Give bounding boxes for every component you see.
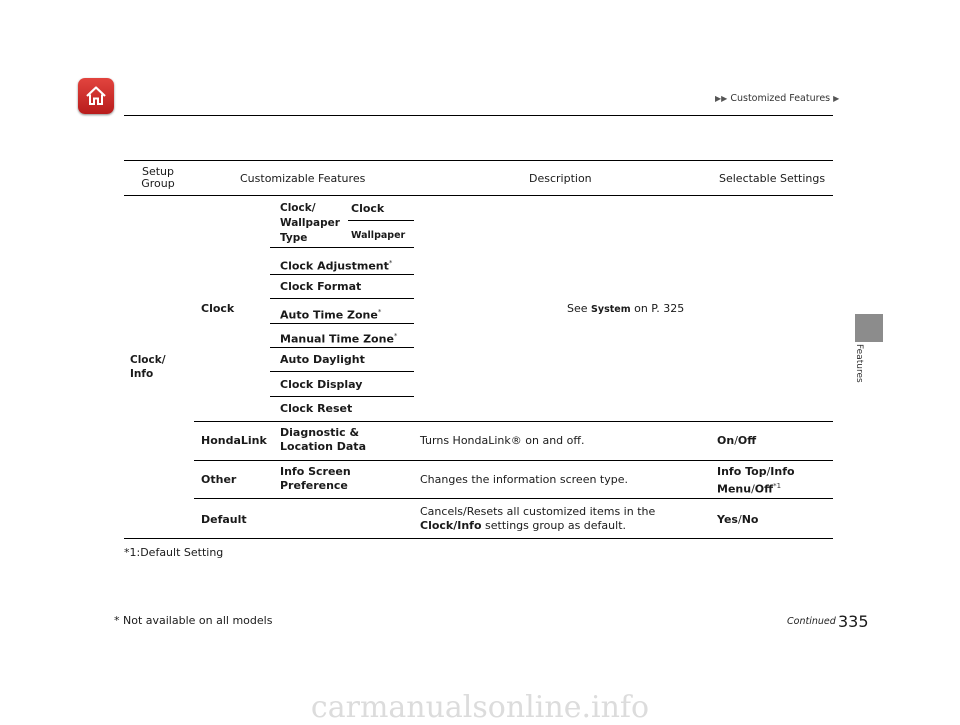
- setting-option: Off: [737, 434, 757, 447]
- feature-clock-wallpaper-type: Clock/ Wallpaper Type: [280, 202, 340, 244]
- row-divider: [270, 323, 414, 324]
- availability-mark: *: [377, 308, 382, 316]
- setting-option: Info Menu: [717, 465, 795, 496]
- feature-label: Manual Time Zone: [280, 332, 394, 346]
- row-divider: [270, 396, 414, 397]
- feature-label: Clock Format: [280, 280, 362, 293]
- setting-option: Info Top: [717, 465, 767, 478]
- feature-label: Auto Daylight: [280, 353, 365, 366]
- watermark: carmanualsonline.info: [310, 690, 650, 725]
- settings-default: Yes/No: [717, 513, 759, 526]
- see-page: on P. 325: [634, 302, 685, 315]
- description-bold: Clock/Info: [420, 519, 482, 532]
- breadcrumb-label: Customized Features: [730, 93, 831, 104]
- feature-clock-reset: [280, 402, 352, 416]
- header-description: Description: [529, 172, 592, 185]
- category-other: Other: [201, 473, 237, 486]
- sub-item-clock: Clock: [351, 202, 385, 215]
- setting-option: On: [717, 434, 735, 447]
- row-divider: [270, 247, 414, 248]
- feature-manual-time-zone: [280, 329, 397, 347]
- row-divider: [270, 371, 414, 372]
- row-divider: [270, 274, 414, 275]
- feature-clock-adjustment: [280, 256, 392, 274]
- availability-mark: *: [388, 259, 393, 267]
- feature-label: Clock Display: [280, 378, 363, 391]
- settings-hondalink: On/Off: [717, 434, 757, 447]
- availability-footnote: * Not available on all models: [114, 614, 273, 627]
- settings-other: Info Top/Info Menu/Off$^{*1}$: [717, 465, 795, 496]
- category-hondalink: HondaLink: [201, 434, 267, 447]
- table-header-rule: [124, 195, 833, 196]
- header-setup-group: Setup Group: [141, 165, 175, 190]
- features-tab-label: Features: [854, 344, 864, 383]
- feature-label: Clock Adjustment: [280, 259, 389, 273]
- feature-label: Auto Time Zone: [280, 308, 378, 322]
- feature-diagnostic-location-data: Diagnostic & Location Data: [280, 426, 366, 453]
- table-bottom-rule: [124, 538, 833, 539]
- setting-option: No: [741, 513, 759, 526]
- description-hondalink: Turns HondaLink® on and off.: [420, 434, 585, 447]
- breadcrumb-arrow-icon: ▶: [833, 94, 840, 103]
- description-other: Changes the information screen type.: [420, 473, 629, 486]
- default-setting-note: *1:Default Setting: [124, 546, 224, 559]
- description-default: [420, 505, 710, 533]
- feature-clock-format: [280, 280, 361, 294]
- features-tab-marker[interactable]: [855, 314, 883, 342]
- group-clock-info: Clock/ Info: [130, 354, 166, 380]
- description-text: settings group as default.: [485, 519, 627, 532]
- header-selectable-settings: Selectable Settings: [719, 172, 826, 185]
- header-customizable-features: Customizable Features: [240, 172, 366, 185]
- section-divider: [194, 421, 833, 422]
- breadcrumb[interactable]: [715, 93, 839, 104]
- section-divider: [194, 498, 833, 499]
- header-rule: [124, 115, 833, 116]
- feature-auto-time-zone: [280, 305, 381, 323]
- page-number: 335: [838, 612, 869, 631]
- row-divider: [270, 347, 414, 348]
- availability-mark: *: [393, 332, 398, 340]
- feature-clock-display: [280, 378, 362, 392]
- home-button[interactable]: [78, 78, 114, 114]
- continued-label[interactable]: Continued: [787, 616, 836, 627]
- sub-item-wallpaper: Wallpaper: [351, 230, 406, 241]
- setting-option: Yes: [717, 513, 738, 526]
- setting-option: Off: [754, 482, 774, 496]
- breadcrumb-arrow-icon: ▶▶: [715, 94, 728, 103]
- see-prefix: See: [567, 302, 588, 315]
- row-divider: [270, 298, 414, 299]
- sub-divider: [348, 220, 414, 221]
- feature-auto-daylight: [280, 353, 365, 367]
- category-default: Default: [201, 513, 247, 526]
- section-divider: [194, 460, 833, 461]
- feature-info-screen-preference: Info Screen Preference: [280, 465, 351, 492]
- home-icon: [84, 84, 108, 108]
- description-text: Cancels/Resets all customized items in the: [420, 505, 656, 518]
- table-top-rule: [124, 160, 833, 161]
- system-link[interactable]: System: [591, 304, 631, 315]
- feature-label: Clock Reset: [280, 402, 353, 415]
- see-reference: [567, 302, 684, 317]
- default-mark: *1: [773, 482, 782, 490]
- category-clock: Clock: [201, 302, 235, 315]
